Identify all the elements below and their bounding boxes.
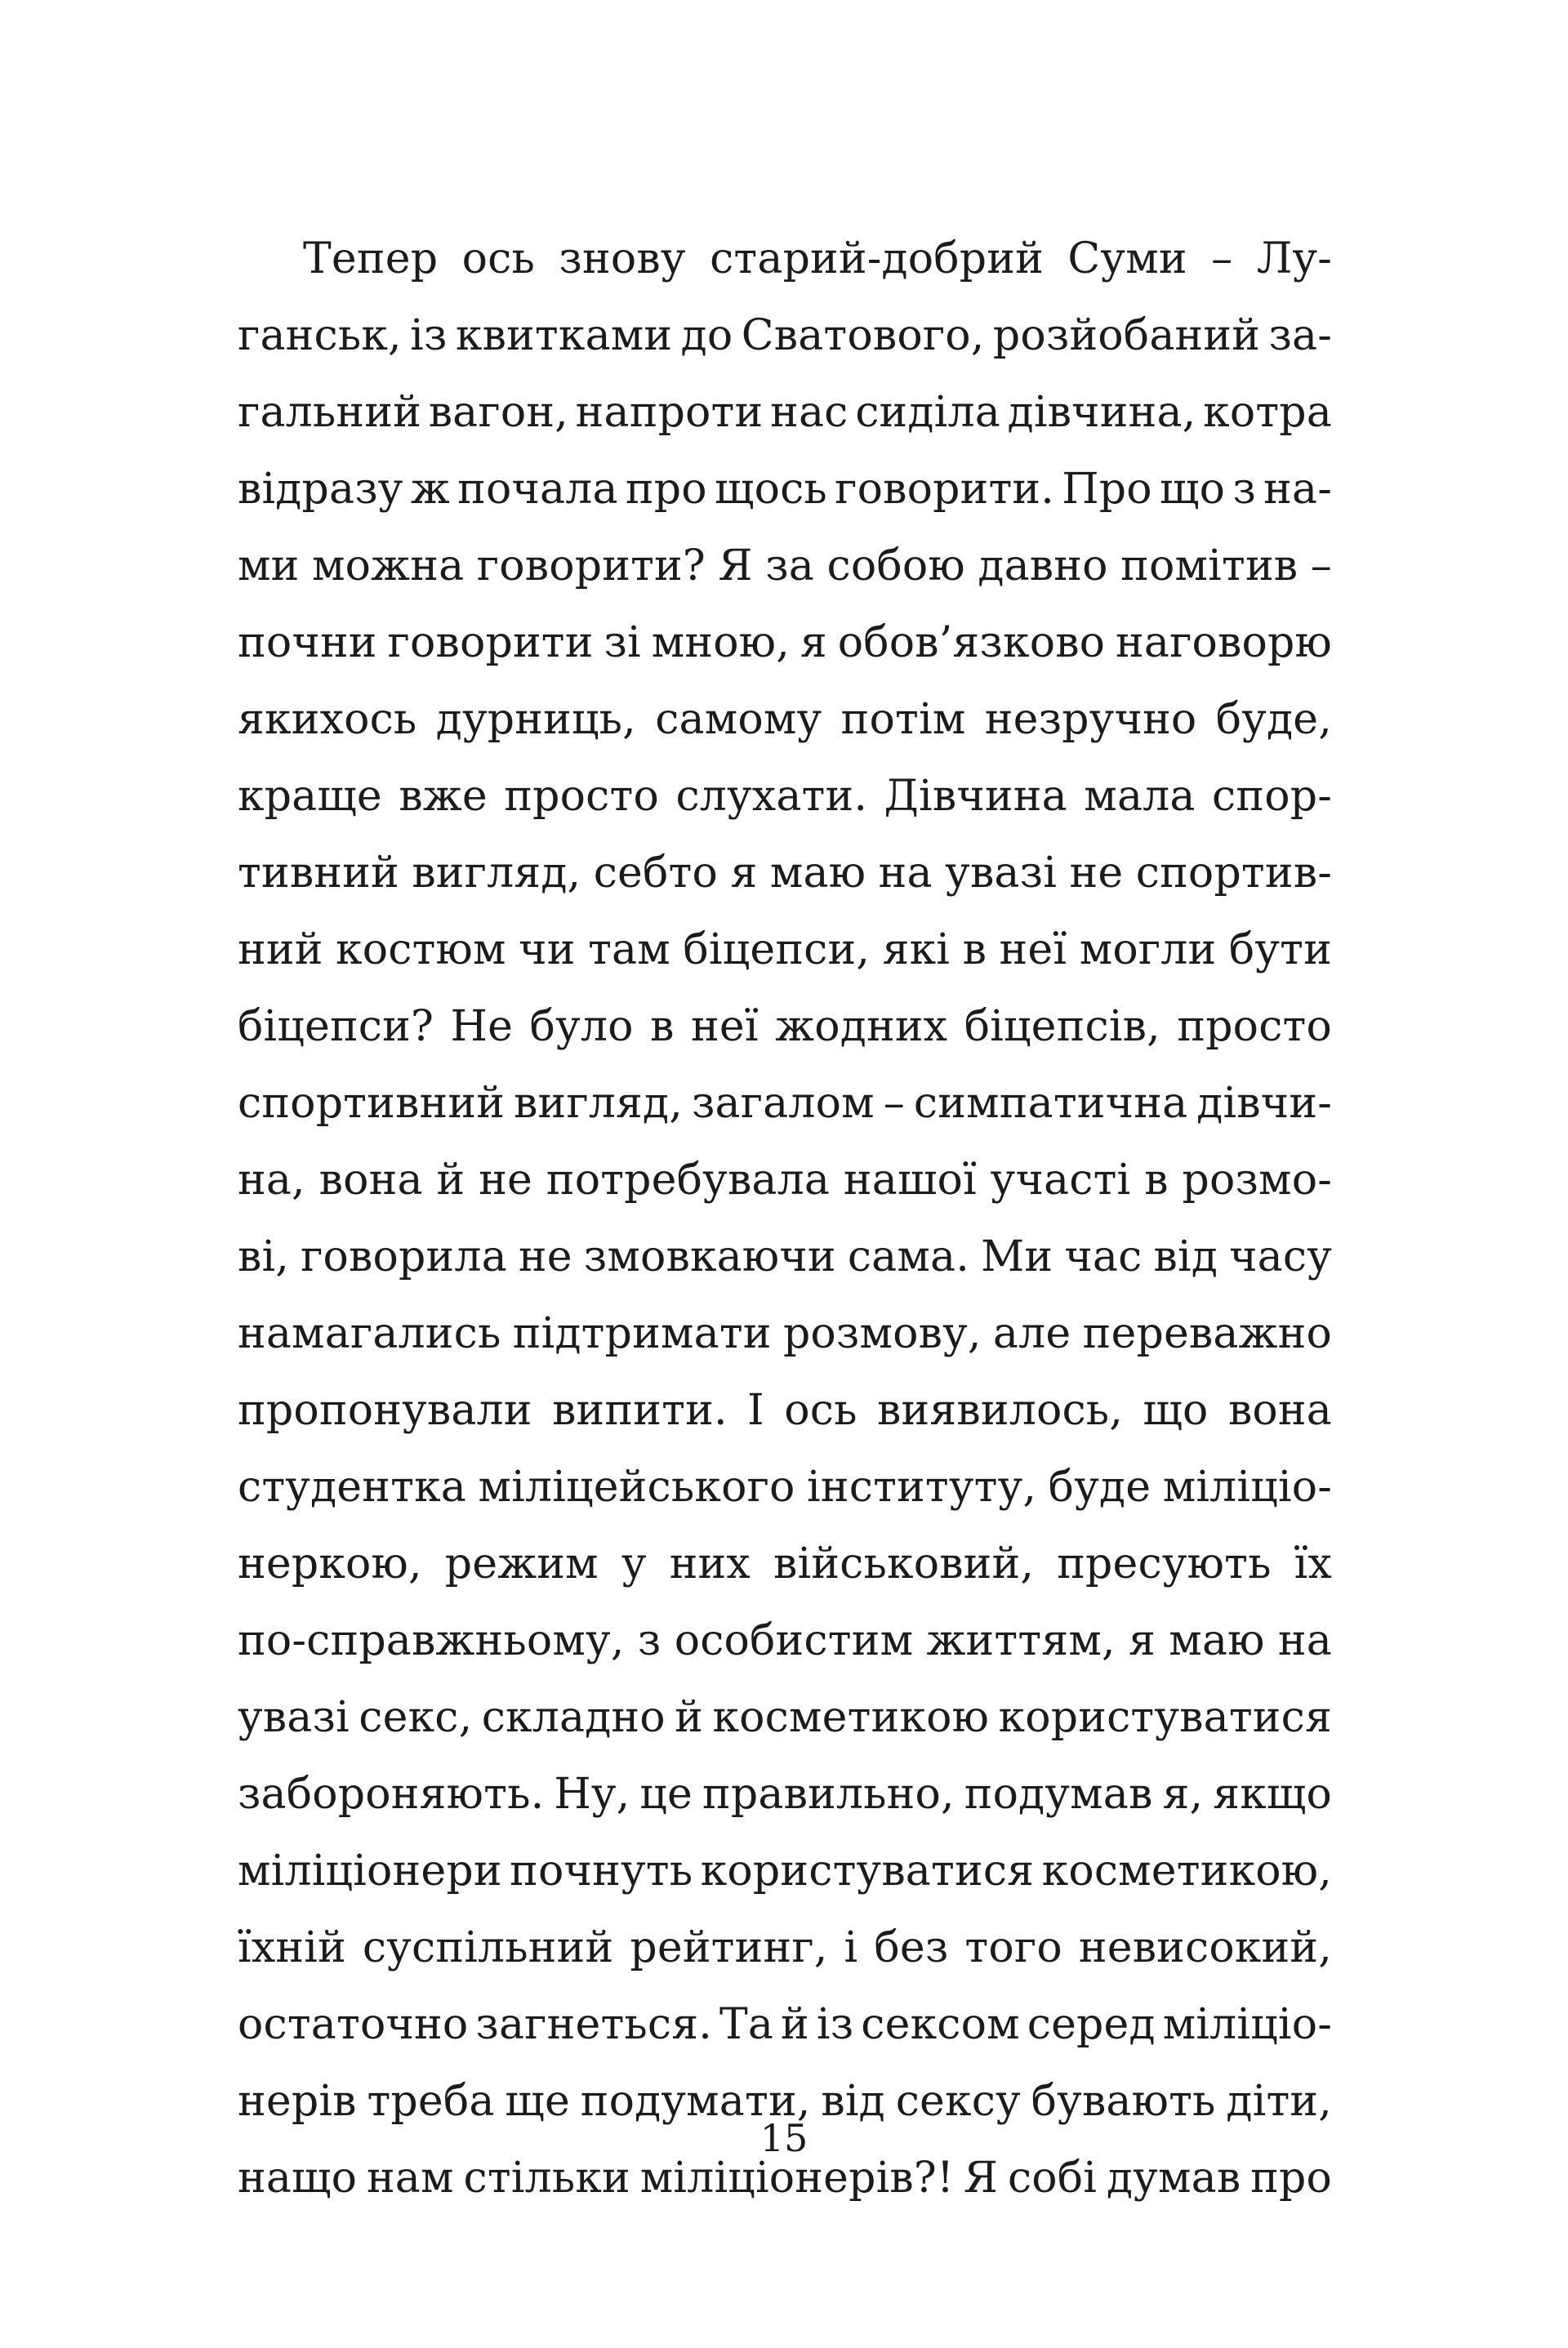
text-line: спортивний вигляд, загалом – симпатична дівчи- bbox=[238, 1079, 1332, 1128]
text-line: остаточно загнеться. Та й із сексом серед міліціо- bbox=[238, 2000, 1332, 2049]
text-line: пропонували випити. І ось виявилось, що вона bbox=[238, 1386, 1332, 1435]
text-line: біцепси? Не було в неї жодних біцепсів, просто bbox=[238, 1002, 1332, 1051]
text-line: їхній суспільний рейтинг, і без того невисокий, bbox=[238, 1923, 1332, 1972]
text-line: нерів треба ще подумати, від сексу бувають діти, bbox=[238, 2077, 1332, 2126]
text-line: якихось дурниць, самому потім незручно буде, bbox=[238, 695, 1332, 744]
text-line: відразу ж почала про щось говорити. Про що з на- bbox=[238, 465, 1332, 514]
text-line: гальний вагон, напроти нас сиділа дівчина, котра bbox=[238, 388, 1332, 437]
text-line: по-справжньому, з особистим життям, я маю на bbox=[238, 1616, 1332, 1665]
text-line: нащо нам стільки міліціонерів?! Я собі думав про bbox=[238, 2154, 1332, 2203]
text-line: тивний вигляд, себто я маю на увазі не спортив- bbox=[238, 849, 1332, 898]
body-text bbox=[238, 221, 1332, 2217]
text-line: ві, говорила не змовкаючи сама. Ми час від часу bbox=[238, 1232, 1332, 1281]
text-line: намагались підтримати розмову, але переважно bbox=[238, 1309, 1332, 1358]
text-line: ний костюм чи там біцепси, які в неї могли бути bbox=[238, 925, 1332, 974]
page-number: 15 bbox=[760, 2116, 808, 2160]
text-line: неркою, режим у них військовий, пресують їх bbox=[238, 1539, 1332, 1588]
text-line: забороняють. Ну, це правильно, подумав я, якщо bbox=[238, 1770, 1332, 1819]
text-line: ми можна говорити? Я за собою давно помітив – bbox=[238, 541, 1332, 590]
text-line: ганськ, із квитками до Сватового, розйобаний за- bbox=[238, 311, 1332, 360]
text-line: краще вже просто слухати. Дівчина мала спор- bbox=[238, 772, 1332, 821]
text-line: студентка міліцейського інституту, буде міліціо- bbox=[238, 1463, 1332, 1512]
text-line: Тепер ось знову старий-добрий Суми – Лу- bbox=[303, 234, 1332, 283]
text-line: на, вона й не потребувала нашої участі в розмо- bbox=[238, 1156, 1332, 1205]
text-line: увазі секс, складно й косметикою користуватися bbox=[238, 1693, 1332, 1742]
text-line: почни говорити зі мною, я обов’язково наговорю bbox=[238, 618, 1332, 667]
text-line: міліціонери почнуть користуватися косметикою, bbox=[238, 1847, 1332, 1896]
